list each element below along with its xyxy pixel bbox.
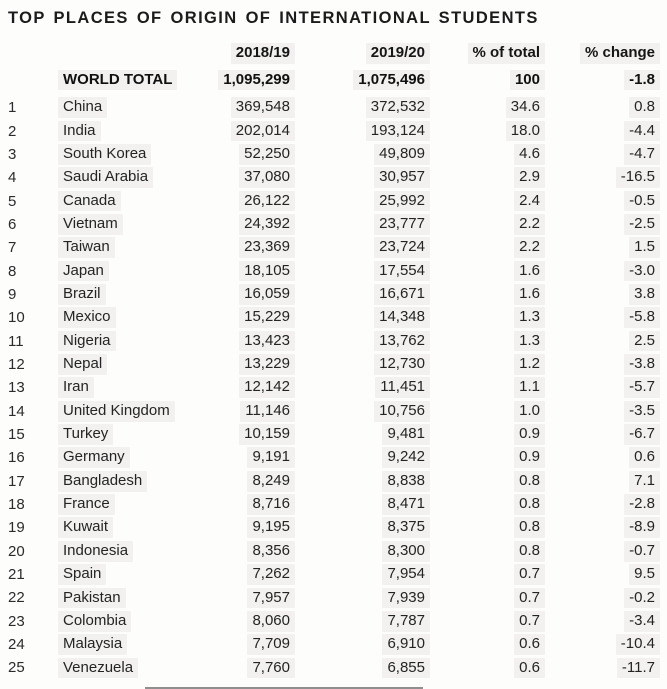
value-2018-19-cell: 52,250 <box>185 143 295 166</box>
pct-of-total-cell: 0.6 <box>430 656 545 679</box>
table-row <box>0 189 667 212</box>
country-cell: Nigeria <box>50 329 185 352</box>
table-header <box>0 38 667 64</box>
pct-change-cell: 0.6 <box>545 446 667 469</box>
pct-of-total-cell: 1.2 <box>430 353 545 376</box>
table-body <box>0 96 667 680</box>
rank-cell: 12 <box>8 355 25 373</box>
table-row <box>0 656 667 679</box>
value-2018-19-cell: 9,195 <box>185 516 295 539</box>
table-row <box>0 213 667 236</box>
country-cell: Brazil <box>50 283 185 306</box>
pct-change-cell: 9.5 <box>545 563 667 586</box>
rank-cell: 3 <box>8 145 17 163</box>
table-row <box>0 610 667 633</box>
value-2018-19-cell: 12,142 <box>185 376 295 399</box>
table-row <box>0 259 667 282</box>
pct-change-cell: -8.9 <box>545 516 667 539</box>
pct-change-cell: -16.5 <box>545 166 667 189</box>
value-2018-19-cell: 8,356 <box>185 540 295 563</box>
value-2018-19-cell: 13,423 <box>185 329 295 352</box>
column-header-pct-change: % change <box>545 38 667 64</box>
pct-change-cell: -2.8 <box>545 493 667 516</box>
country-cell: Germany <box>50 446 185 469</box>
pct-of-total-cell: 2.4 <box>430 189 545 212</box>
country-cell: France <box>50 493 185 516</box>
table-row <box>0 283 667 306</box>
pct-of-total-cell: 1.0 <box>430 399 545 422</box>
table-row <box>0 540 667 563</box>
value-2018-19-cell: 11,146 <box>185 399 295 422</box>
pct-change-cell: 7.1 <box>545 470 667 493</box>
rank-cell: 8 <box>8 262 17 280</box>
table-row <box>0 376 667 399</box>
pct-change-cell: 0.8 <box>545 96 667 119</box>
country-cell: Indonesia <box>50 540 185 563</box>
value-2019-20-cell: 14,348 <box>295 306 430 329</box>
country-cell: Malaysia <box>50 633 185 656</box>
table-row <box>0 236 667 259</box>
pct-of-total-cell: 0.8 <box>430 540 545 563</box>
pct-of-total-cell: 1.6 <box>430 259 545 282</box>
pct-change-cell: -3.8 <box>545 353 667 376</box>
value-2019-20-cell: 30,957 <box>295 166 430 189</box>
rank-cell: 25 <box>8 659 25 677</box>
value-2019-20-cell: 23,777 <box>295 213 430 236</box>
pct-of-total-cell: 1.3 <box>430 329 545 352</box>
table-row <box>0 119 667 142</box>
pct-of-total-cell: 0.9 <box>430 446 545 469</box>
header-rank-spacer <box>0 38 50 64</box>
pct-of-total-cell: 34.6 <box>430 96 545 119</box>
pct-change-cell: -5.7 <box>545 376 667 399</box>
value-2019-20-cell: 8,375 <box>295 516 430 539</box>
pct-change-cell: -2.5 <box>545 213 667 236</box>
rank-cell: 16 <box>8 449 25 467</box>
country-cell: Mexico <box>50 306 185 329</box>
rank-cell: 5 <box>8 192 17 210</box>
rank-cell: 21 <box>8 566 25 584</box>
pct-of-total-cell: 2.9 <box>430 166 545 189</box>
rank-cell <box>0 64 50 96</box>
value-2018-19-cell: 18,105 <box>185 259 295 282</box>
value-2019-20-cell: 7,787 <box>295 610 430 633</box>
value-2019-20-cell: 25,992 <box>295 189 430 212</box>
value-2019-20-cell: 6,910 <box>295 633 430 656</box>
country-cell: Saudi Arabia <box>50 166 185 189</box>
value-2019-20-cell: 372,532 <box>295 96 430 119</box>
value-2018-19-cell: 7,957 <box>185 586 295 609</box>
table-row <box>0 470 667 493</box>
country-cell: Venezuela <box>50 656 185 679</box>
pct-change-cell: 1.5 <box>545 236 667 259</box>
pct-change-cell: -4.4 <box>545 119 667 142</box>
rank-cell: 1 <box>8 99 17 117</box>
value-2019-20-cell: 193,124 <box>295 119 430 142</box>
pct-of-total-cell: 0.8 <box>430 516 545 539</box>
pct-change-cell: -11.7 <box>545 656 667 679</box>
rank-cell: 24 <box>8 636 25 654</box>
table-row <box>0 446 667 469</box>
table-row <box>0 399 667 422</box>
country-cell: South Korea <box>50 143 185 166</box>
table-row <box>0 563 667 586</box>
value-2018-19-cell: 26,122 <box>185 189 295 212</box>
value-2019-20-cell: 9,242 <box>295 446 430 469</box>
country-cell: United Kingdom <box>50 399 185 422</box>
country-cell: Canada <box>50 189 185 212</box>
pct-of-total-cell: 0.7 <box>430 586 545 609</box>
column-header-pct-of-total: % of total <box>430 38 545 64</box>
value-2018-19-cell: 16,059 <box>185 283 295 306</box>
world-total-row <box>0 64 667 96</box>
value-2019-20-cell: 11,451 <box>295 376 430 399</box>
pct-of-total-cell: 1.6 <box>430 283 545 306</box>
value-2018-19-cell: 7,709 <box>185 633 295 656</box>
table-row <box>0 493 667 516</box>
pct-of-total-cell: 0.7 <box>430 610 545 633</box>
table-row <box>0 143 667 166</box>
value-2019-20-cell: 7,939 <box>295 586 430 609</box>
rank-cell: 23 <box>8 612 25 630</box>
rank-cell: 18 <box>8 496 25 514</box>
value-2019-20-cell: 8,838 <box>295 470 430 493</box>
value-2019-20-cell: 9,481 <box>295 423 430 446</box>
value-2018-19-cell: 369,548 <box>185 96 295 119</box>
pct-change-cell: 2.5 <box>545 329 667 352</box>
column-header-2019-20: 2019/20 <box>295 38 430 64</box>
pct-change-cell: -0.7 <box>545 540 667 563</box>
country-cell: Pakistan <box>50 586 185 609</box>
value-2018-19-cell: 202,014 <box>185 119 295 142</box>
pct-change-cell: -6.7 <box>545 423 667 446</box>
value-2018-19-cell: 8,060 <box>185 610 295 633</box>
header-place-spacer <box>50 38 185 64</box>
value-2018-19-cell: 9,191 <box>185 446 295 469</box>
country-cell: Colombia <box>50 610 185 633</box>
pct-of-total-cell: 0.8 <box>430 493 545 516</box>
table-row <box>0 166 667 189</box>
rank-cell: 17 <box>8 472 25 490</box>
pct-change-cell: -3.5 <box>545 399 667 422</box>
rank-cell: 7 <box>8 239 17 257</box>
rank-cell: 19 <box>8 519 25 537</box>
value-2019-20-cell: 6,855 <box>295 656 430 679</box>
rank-cell: 11 <box>8 332 24 350</box>
value-2019-20-cell: 23,724 <box>295 236 430 259</box>
value-2019-20-cell: 13,762 <box>295 329 430 352</box>
pct-of-total-cell: 0.6 <box>430 633 545 656</box>
country-cell: WORLD TOTAL <box>50 64 185 96</box>
pct-change-cell: -1.8 <box>545 64 667 96</box>
value-2019-20-cell: 49,809 <box>295 143 430 166</box>
pct-of-total-cell: 2.2 <box>430 213 545 236</box>
country-cell: Turkey <box>50 423 185 446</box>
value-2019-20-cell: 16,671 <box>295 283 430 306</box>
pct-of-total-cell: 100 <box>430 64 545 96</box>
table-row <box>0 329 667 352</box>
page-title: TOP PLACES OF ORIGIN OF INTERNATIONAL STUDENTS <box>8 9 539 27</box>
pct-of-total-cell: 0.7 <box>430 563 545 586</box>
rank-cell: 10 <box>8 309 25 327</box>
column-header-2018-19: 2018/19 <box>185 38 295 64</box>
value-2018-19-cell: 7,262 <box>185 563 295 586</box>
rank-cell: 14 <box>8 402 25 420</box>
table-row <box>0 353 667 376</box>
value-2019-20-cell: 17,554 <box>295 259 430 282</box>
pct-change-cell: 3.8 <box>545 283 667 306</box>
pct-change-cell: -10.4 <box>545 633 667 656</box>
table-row <box>0 306 667 329</box>
value-2018-19-cell: 7,760 <box>185 656 295 679</box>
value-2018-19-cell: 8,249 <box>185 470 295 493</box>
value-2018-19-cell: 10,159 <box>185 423 295 446</box>
value-2019-20-cell: 12,730 <box>295 353 430 376</box>
value-2018-19-cell: 8,716 <box>185 493 295 516</box>
country-cell: Taiwan <box>50 236 185 259</box>
rank-cell: 2 <box>8 122 17 140</box>
country-cell: Kuwait <box>50 516 185 539</box>
pct-change-cell: -3.4 <box>545 610 667 633</box>
value-2019-20-cell: 10,756 <box>295 399 430 422</box>
country-cell: Japan <box>50 259 185 282</box>
rank-cell: 9 <box>8 285 17 303</box>
pct-of-total-cell: 0.9 <box>430 423 545 446</box>
value-2018-19-cell: 15,229 <box>185 306 295 329</box>
country-cell: Vietnam <box>50 213 185 236</box>
country-cell: Bangladesh <box>50 470 185 493</box>
value-2019-20-cell: 8,471 <box>295 493 430 516</box>
value-2018-19-cell: 13,229 <box>185 353 295 376</box>
rank-cell: 22 <box>8 589 25 607</box>
value-2018-19-cell: 37,080 <box>185 166 295 189</box>
pct-change-cell: -5.8 <box>545 306 667 329</box>
pct-of-total-cell: 0.8 <box>430 470 545 493</box>
pct-change-cell: -3.0 <box>545 259 667 282</box>
table-row <box>0 633 667 656</box>
table-row <box>0 96 667 119</box>
rank-cell: 15 <box>8 425 25 443</box>
value-2018-19-cell: 1,095,299 <box>185 64 295 96</box>
country-cell: Spain <box>50 563 185 586</box>
pct-of-total-cell: 4.6 <box>430 143 545 166</box>
rank-cell: 6 <box>8 215 17 233</box>
pct-change-cell: -0.5 <box>545 189 667 212</box>
header-row <box>0 38 667 64</box>
value-2018-19-cell: 24,392 <box>185 213 295 236</box>
pct-of-total-cell: 2.2 <box>430 236 545 259</box>
pct-of-total-cell: 18.0 <box>430 119 545 142</box>
pct-of-total-cell: 1.1 <box>430 376 545 399</box>
country-cell: India <box>50 119 185 142</box>
table-row <box>0 423 667 446</box>
country-cell: Iran <box>50 376 185 399</box>
pct-change-cell: -4.7 <box>545 143 667 166</box>
pct-of-total-cell: 1.3 <box>430 306 545 329</box>
value-2019-20-cell: 7,954 <box>295 563 430 586</box>
table-row <box>0 586 667 609</box>
value-2019-20-cell: 8,300 <box>295 540 430 563</box>
rank-cell: 20 <box>8 542 25 560</box>
pct-change-cell: -0.2 <box>545 586 667 609</box>
value-2018-19-cell: 23,369 <box>185 236 295 259</box>
rank-cell: 4 <box>8 169 17 187</box>
origins-table <box>0 38 667 680</box>
country-cell: Nepal <box>50 353 185 376</box>
country-cell: China <box>50 96 185 119</box>
table-row <box>0 516 667 539</box>
value-2019-20-cell: 1,075,496 <box>295 64 430 96</box>
rank-cell: 13 <box>8 379 25 397</box>
